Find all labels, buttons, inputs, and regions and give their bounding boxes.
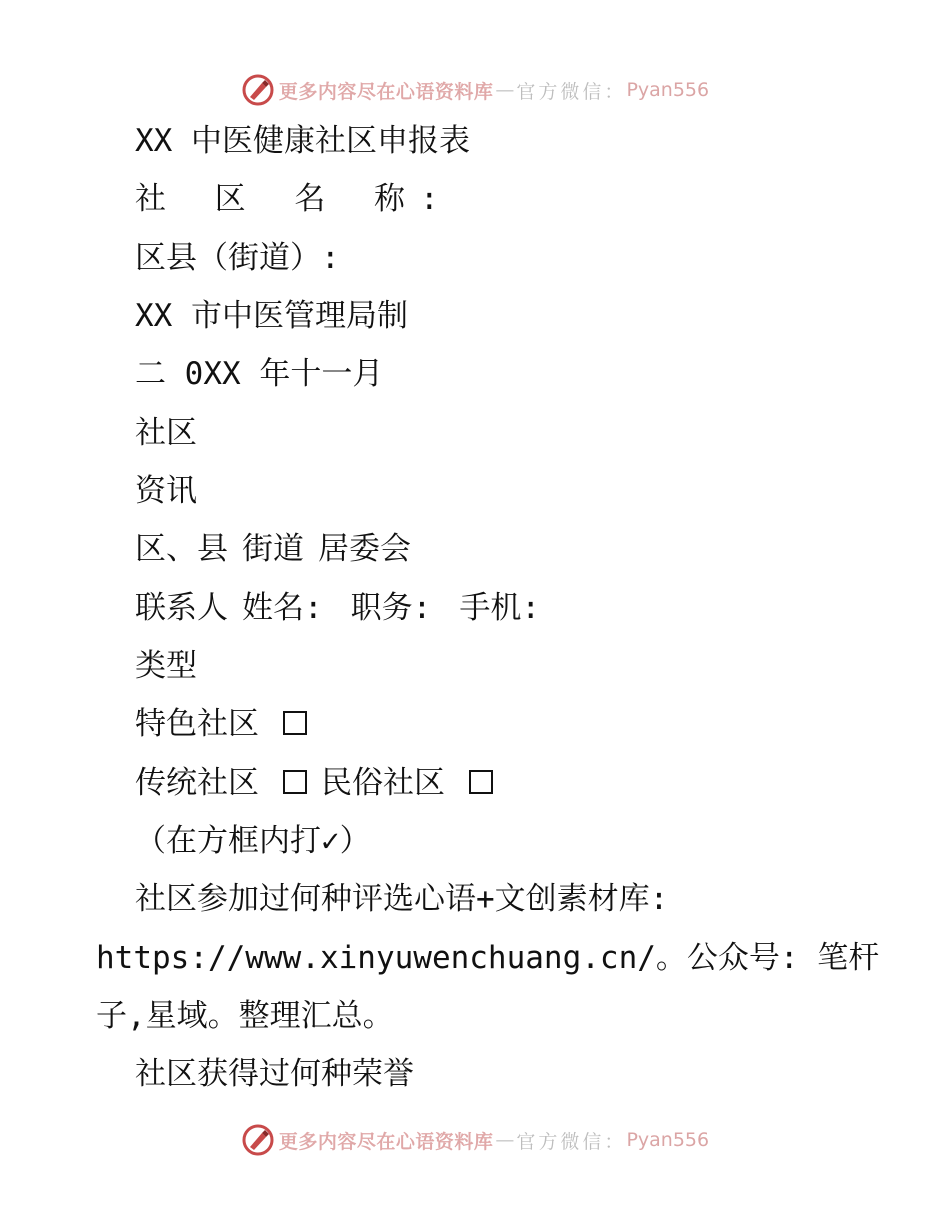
- admin-committee-label: 居委会: [318, 531, 411, 567]
- community-name-label: 社 区 名 称:: [135, 181, 454, 217]
- url-line-continued: 子,星域。整理汇总。: [96, 998, 394, 1034]
- contact-label: 联系人: [135, 590, 228, 626]
- admin-district-label: 区、县: [135, 531, 228, 567]
- watermark-wechat-label: 官方微信：: [516, 80, 627, 103]
- section-community: 社区: [135, 415, 197, 451]
- watermark-wechat-id: Pyan556: [626, 1129, 710, 1151]
- contact-name-label: 姓名:: [242, 590, 323, 626]
- watermark-separator: —: [495, 1129, 515, 1151]
- type-folk-label: 民俗社区: [321, 765, 445, 801]
- watermark-banner-top: [0, 70, 950, 110]
- issuer-line: XX 市中医管理局制: [135, 298, 408, 334]
- date-line: 二 0XX 年十一月: [135, 356, 384, 392]
- watermark-text: 更多内容尽在心语资料库: [278, 80, 494, 103]
- type-folk-checkbox[interactable]: [469, 770, 493, 794]
- selection-line: 社区参加过何种评选心语+文创素材库:: [135, 881, 669, 917]
- admin-division-row: [135, 526, 411, 572]
- admin-street-label: 街道: [242, 531, 304, 567]
- honors-label: 社区获得过何种荣誉: [135, 1056, 414, 1092]
- watermark-banner-bottom: [0, 1120, 950, 1160]
- watermark-wechat-label: 官方微信：: [516, 1130, 627, 1153]
- contact-title-label: 职务:: [350, 590, 432, 626]
- section-info: 资讯: [135, 473, 197, 509]
- pen-circle-logo-icon: [241, 73, 275, 107]
- type-label: 类型: [135, 648, 197, 684]
- form-title: XX 中医健康社区申报表: [135, 123, 470, 159]
- type-featured-row: [135, 701, 307, 747]
- pen-circle-logo-icon: [241, 1123, 275, 1157]
- checkbox-note: （在方框内打✓）: [135, 823, 371, 859]
- district-label: 区县（街道）:: [135, 240, 340, 276]
- watermark-wechat-id: Pyan556: [626, 79, 710, 101]
- type-traditional-folk-row: [135, 760, 493, 806]
- contact-phone-label: 手机:: [459, 590, 541, 626]
- contact-row: [135, 585, 540, 631]
- url-line: https://www.xinyuwenchuang.cn/。公众号: 笔杆: [96, 940, 880, 976]
- type-featured-checkbox[interactable]: [283, 711, 307, 735]
- type-featured-label: 特色社区: [135, 706, 259, 742]
- watermark-separator: —: [495, 79, 515, 101]
- watermark-text: 更多内容尽在心语资料库: [278, 1130, 494, 1153]
- type-traditional-checkbox[interactable]: [283, 770, 307, 794]
- type-traditional-label: 传统社区: [135, 765, 259, 801]
